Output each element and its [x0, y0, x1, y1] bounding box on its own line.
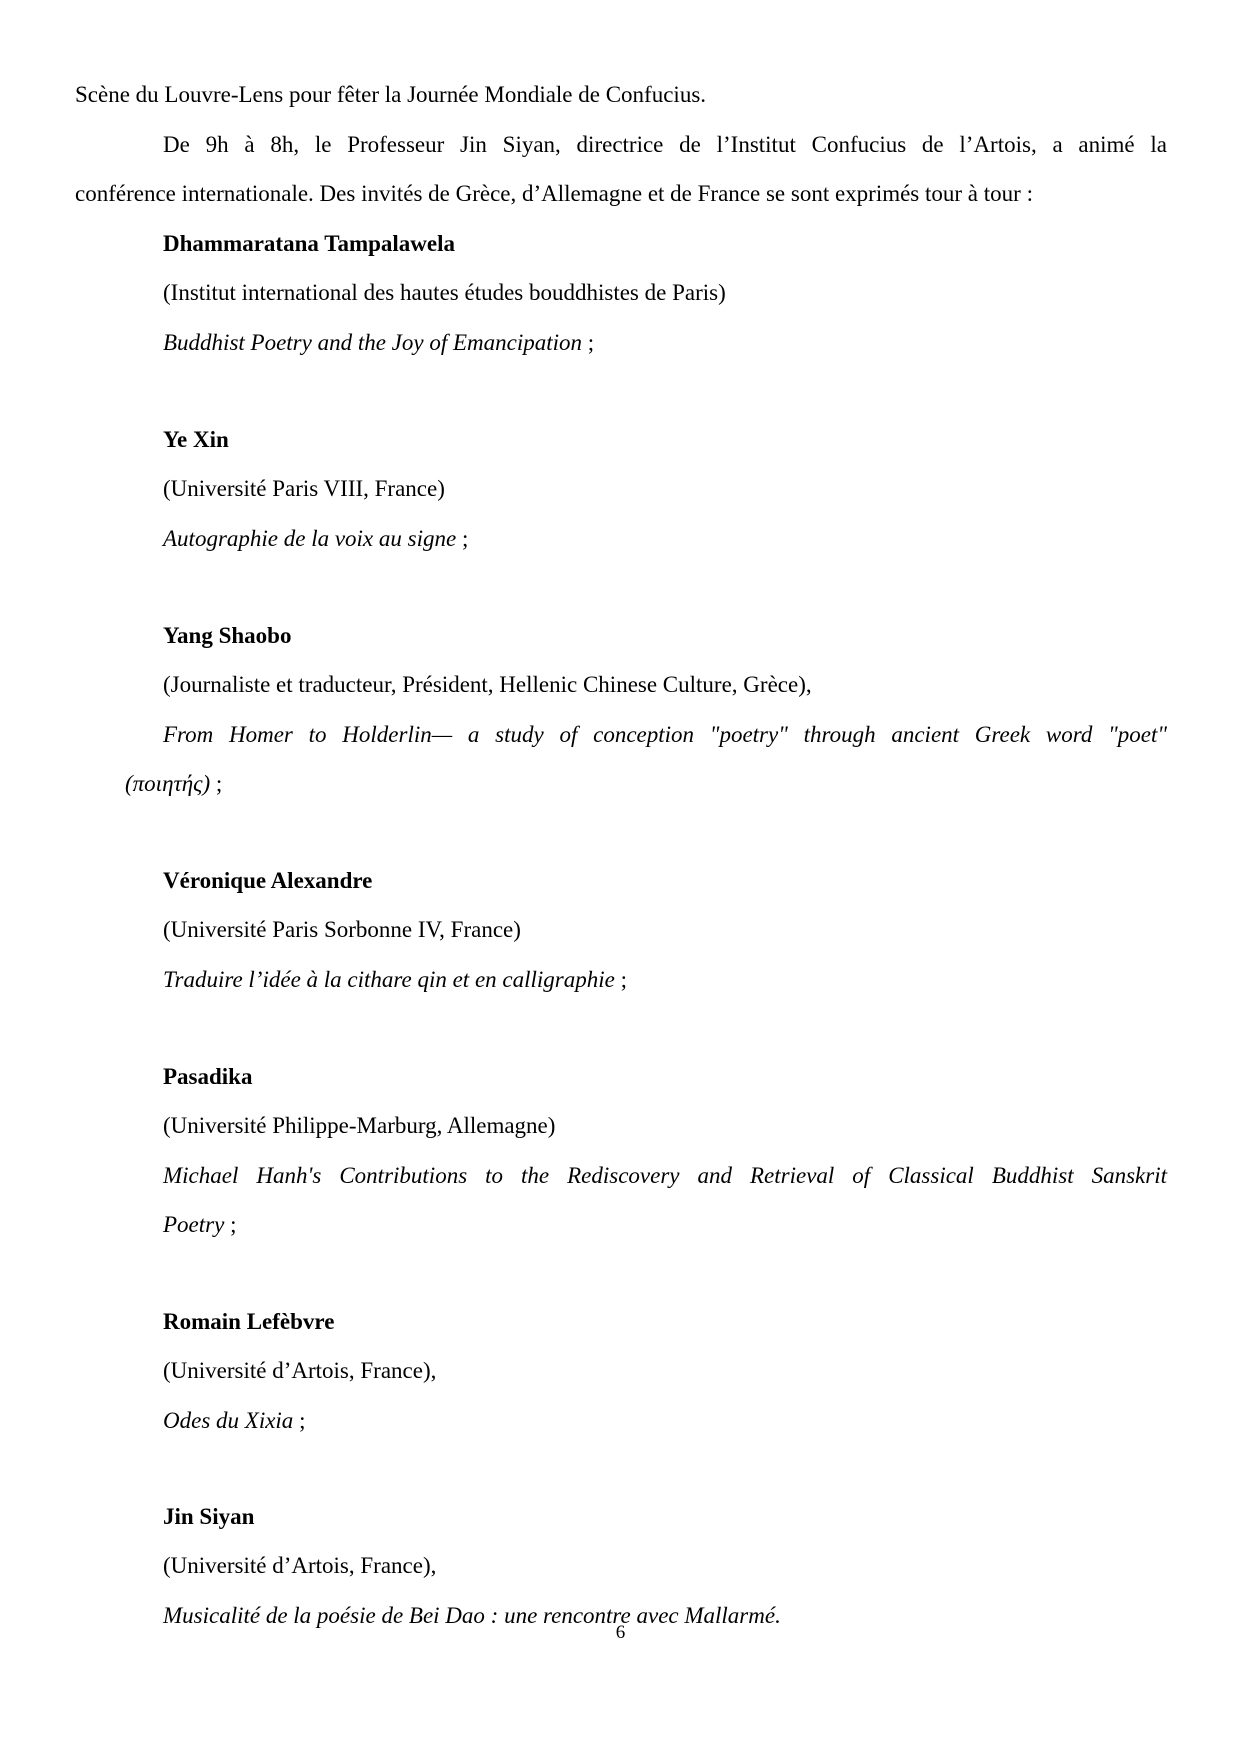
intro-paragraph-line: conférence internationale. Des invités de Grèce, d’Allemagne et de France se sont exprimés tour à tour :: [75, 181, 1033, 206]
talk-title-punctuation: ;: [456, 526, 469, 551]
speaker-name: Dhammaratana Tampalawela: [163, 231, 455, 256]
talk-title-line: [125, 771, 222, 797]
talk-title-text: (ποιητής): [125, 771, 211, 796]
speaker-name: Ye Xin: [163, 427, 229, 452]
talk-title: [163, 526, 468, 552]
talk-title-text: Autographie de la voix au signe: [163, 526, 457, 551]
talk-title-text: Poetry: [163, 1212, 225, 1237]
talk-title-text: Traduire l’idée à la cithare qin et en calligraphie: [163, 967, 615, 992]
page-number: 6: [615, 1622, 626, 1643]
speaker-name: Pasadika: [163, 1064, 253, 1089]
speaker-name: Véronique Alexandre: [163, 868, 373, 893]
talk-title-punctuation: ;: [224, 1212, 237, 1237]
talk-title-line: From Homer to Holderlin— a study of conception "poetry" through ancient Greek word "poet": [163, 722, 1167, 747]
talk-title-text: Buddhist Poetry and the Joy of Emancipation: [163, 330, 583, 355]
speaker-affiliation: (Université d’Artois, France),: [163, 1358, 437, 1383]
speaker-affiliation: (Université d’Artois, France),: [163, 1553, 437, 1578]
talk-title-punctuation: ;: [614, 967, 627, 992]
speaker-affiliation: (Institut international des hautes études bouddhistes de Paris): [163, 280, 726, 305]
talk-title-punctuation: ;: [210, 771, 223, 796]
intro-paragraph-line: De 9h à 8h, le Professeur Jin Siyan, directrice de l’Institut Confucius de l’Artois, a animé la: [163, 132, 1167, 157]
speaker-name: Romain Lefèbvre: [163, 1309, 335, 1334]
intro-line: Scène du Louvre-Lens pour fêter la Journée Mondiale de Confucius.: [75, 82, 707, 107]
speaker-name: Jin Siyan: [163, 1504, 255, 1529]
talk-title: [163, 967, 627, 993]
talk-title: Musicalité de la poésie de Bei Dao : une rencontre avec Mallarmé.: [163, 1603, 781, 1628]
talk-title: [163, 1408, 305, 1434]
speaker-affiliation: (Université Paris VIII, France): [163, 476, 445, 501]
speaker-affiliation: (Université Philippe-Marburg, Allemagne): [163, 1113, 556, 1138]
speaker-affiliation: (Journaliste et traducteur, Président, Hellenic Chinese Culture, Grèce),: [163, 672, 812, 697]
talk-title-punctuation: ;: [582, 330, 595, 355]
talk-title-line: Michael Hanh's Contributions to the Rediscovery and Retrieval of Classical Buddhist Sanskrit: [163, 1163, 1167, 1188]
talk-title-line: [163, 1212, 236, 1238]
speaker-affiliation: (Université Paris Sorbonne IV, France): [163, 917, 521, 942]
talk-title-punctuation: ;: [293, 1408, 306, 1433]
speaker-name: Yang Shaobo: [163, 623, 292, 648]
talk-title: [163, 330, 594, 356]
talk-title-text: Odes du Xixia: [163, 1408, 294, 1433]
